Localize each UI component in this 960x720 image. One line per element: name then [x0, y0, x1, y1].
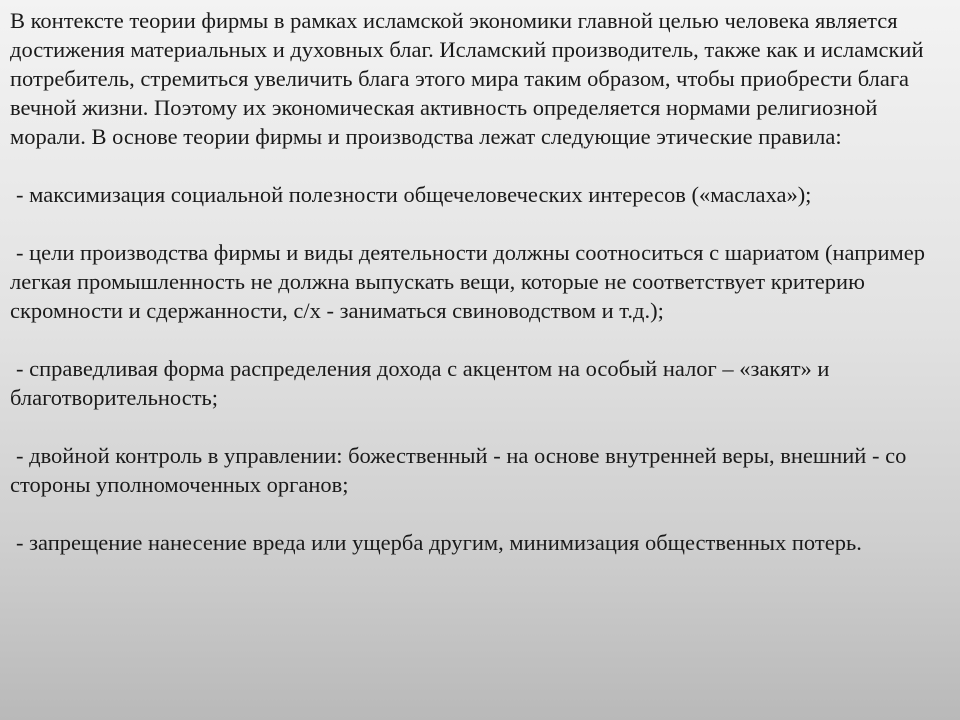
rule-text: - цели производства фирмы и виды деятельности должны соотноситься с шариатом (например легкая промышленность не должна выпускать вещи, которые не соответствует критерию скромности и сдержанности, с/х - заниматься свиноводством и т.д.);: [10, 240, 926, 323]
rule-text: - двойной контроль в управлении: божественный - на основе внутренней веры, внешний - со стороны уполномоченных органов;: [10, 443, 907, 497]
rules-list: [10, 180, 950, 557]
rule-item: [10, 441, 950, 499]
rule-text: - справедливая форма распределения дохода с акцентом на особый налог – «закят» и благотворительность;: [10, 356, 830, 410]
rule-item: [10, 238, 950, 325]
slide-text: [10, 6, 950, 557]
rule-text: - максимизация социальной полезности общечеловеческих интересов («маслаха»);: [16, 182, 812, 207]
rule-item: [10, 354, 950, 412]
rule-text: - запрещение нанесение вреда или ущерба другим, минимизация общественных потерь.: [16, 530, 862, 555]
rule-item: [10, 528, 950, 557]
rule-item: [10, 180, 950, 209]
intro-paragraph: В контексте теории фирмы в рамках исламской экономики главной целью человека является достижения материальных и духовных благ. Исламский производитель, также как и исламский потребитель, стремиться увеличить блага этого мира таким образом, чтобы приобрести блага вечной жизни. Поэтому их экономическая активность определяется нормами религиозной морали. В основе теории фирмы и производства лежат следующие этические правила:: [10, 8, 924, 149]
